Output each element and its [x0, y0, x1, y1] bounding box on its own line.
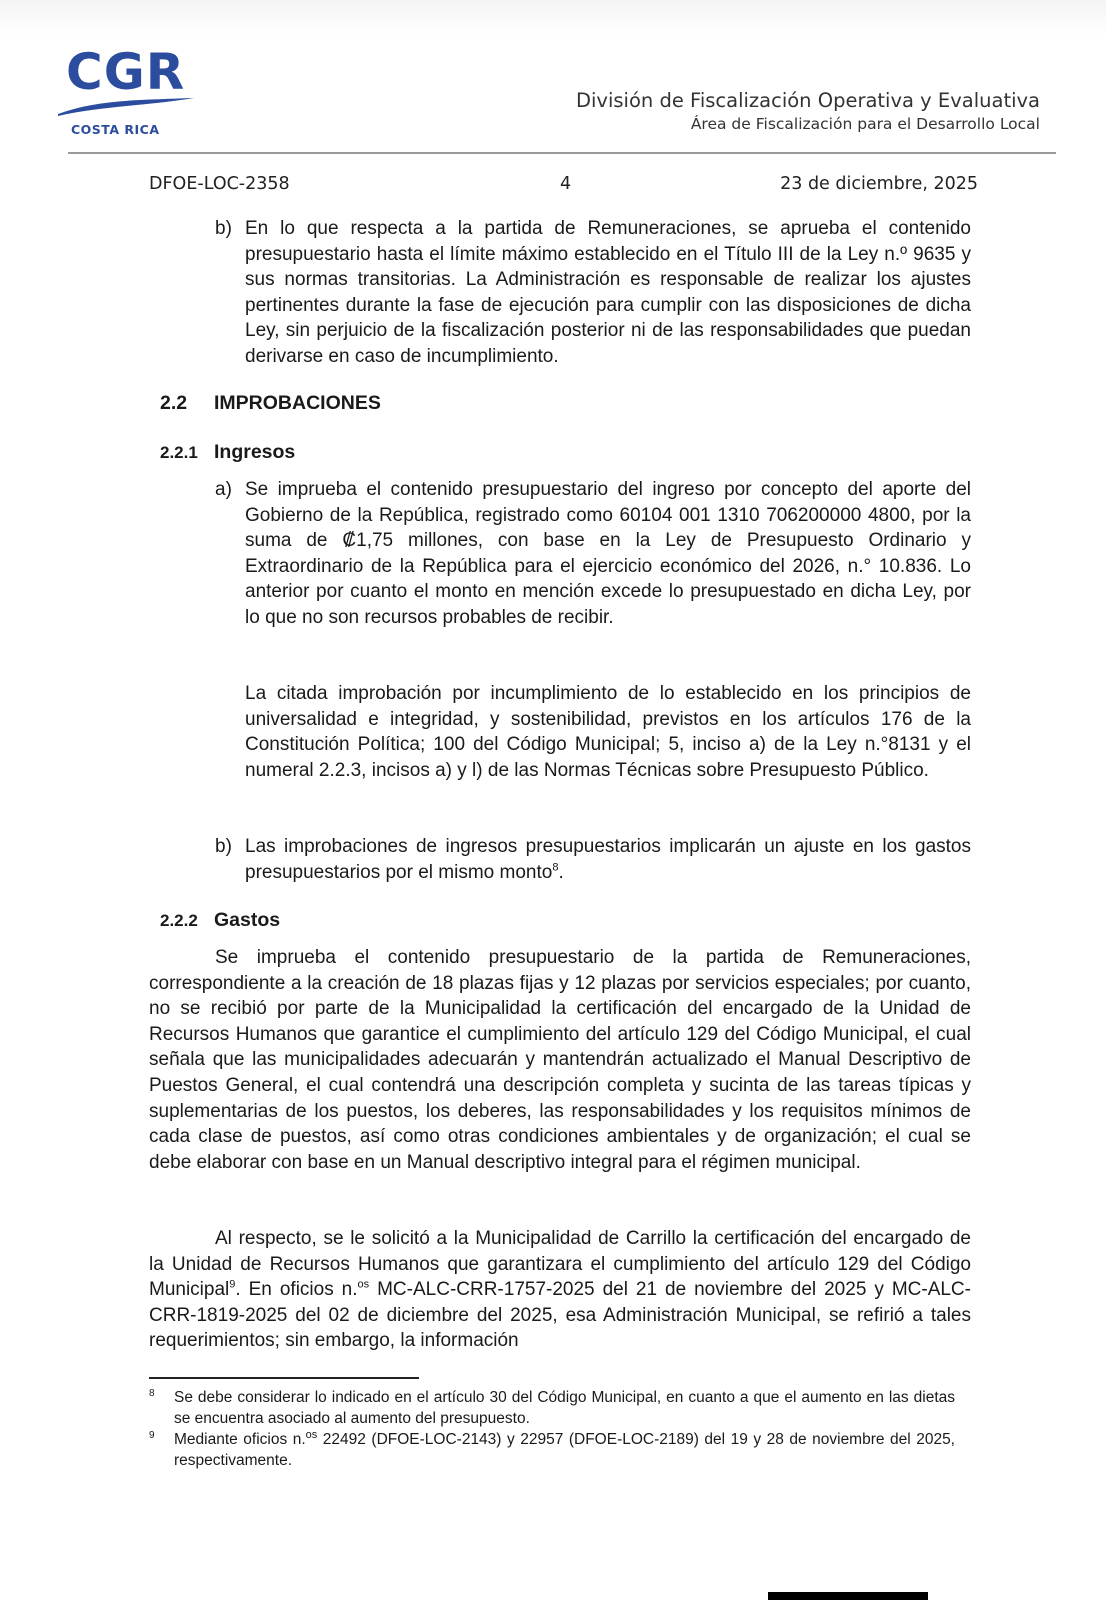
- footnote-9: 9 Mediante oficios n.$^{os}$ 22492 (DFOE-LOC-2143) y 22957 (DFOE-LOC-2189) del 19 y 28 de noviembre del 2025, respectivamente.: [149, 1428, 955, 1469]
- header-divider: [68, 152, 1056, 154]
- document-reference: DFOE-LOC-2358: [149, 174, 290, 194]
- list-item-b-remuneraciones: [215, 216, 971, 370]
- section-heading-2-2: 2.2 IMPROBACIONES: [160, 392, 381, 414]
- wave-icon: [56, 96, 196, 118]
- area-name: Área de Fiscalización para el Desarrollo Local: [690, 115, 1040, 133]
- list-item-a-ingresos: [215, 477, 971, 631]
- paragraph-gastos-2: Al respecto, se le solicitó a la Municipalidad de Carrillo la certificación del encargado de la Unidad de Recursos Humanos que garantizara el cumplimiento del artículo 129 del Código Municipal$^9$. En oficios n.$^{os}$ MC-ALC-CRR-1757-2025 del 21 de noviembre del 2025 y MC-ALC-CRR-1819-2025 del 02 de diciembre del 2025, esa Administración Municipal, se refirió a tales requerimientos; sin embargo, la información: [149, 1228, 971, 1352]
- division-name: División de Fiscalización Operativa y Evaluativa: [576, 89, 1040, 112]
- page-number: 4: [560, 174, 572, 194]
- logo-mark: CGR: [66, 43, 186, 101]
- top-shadow: [0, 0, 1106, 36]
- item-label: b): [215, 836, 232, 857]
- footnote-ref-8[interactable]: 8: [552, 861, 559, 874]
- item-continuation-text: La citada improbación por incumplimiento de lo establecido en los principios de universalidad e integridad, y sostenibilidad, previstos en los artículos 176 de la Constitución Política; 100 del Código Municipal; 5, inciso a) de la Ley n.°8131 y el numeral 2.2.3, incisos a) y l) de las Normas Técnicas sobre Presupuesto Público.: [245, 683, 971, 781]
- item-text: Se imprueba el contenido presupuestario del ingreso por concepto del aporte del Gobierno de la República, registrado como 60104 001 1310 706200000 4800, por la suma de ₡1,75 millones, con base en la Ley de Presupuesto Ordinario y Extraordinario de la República para el ejercicio económico del 2026, n.° 10.836. Lo anterior por cuanto el monto en mención excede lo presupuestado en dicha Ley, por lo que no son recursos probables de recibir.: [245, 479, 971, 628]
- item-label: a): [215, 479, 232, 500]
- section-heading-2-2-1: 2.2.1 Ingresos: [160, 441, 296, 463]
- bottom-black-bar: [768, 1592, 928, 1600]
- item-label: b): [215, 218, 232, 239]
- item-text: Las improbaciones de ingresos presupuestarios implicarán un ajuste en los gastos presupuestarios por el mismo monto$^8$.: [245, 836, 971, 883]
- footnote-8: 8 Se debe considerar lo indicado en el artículo 30 del Código Municipal, en cuanto a que el aumento en las dietas se encuentra asociado al aumento del presupuesto.: [149, 1388, 955, 1427]
- cgr-logo: [56, 44, 201, 139]
- paragraph-gastos-1: Se imprueba el contenido presupuestario de la partida de Remuneraciones, correspondiente a la creación de 18 plazas fijas y 12 plazas por servicios especiales; por cuanto, no se recibió por parte de la Municipalidad la certificación del encargado de la Unidad de Recursos Humanos que garantice el cumplimiento del artículo 129 del Código Municipal, el cual señala que las municipalidades adecuarán y mantendrán actualizado el Manual Descriptivo de Puestos General, el cual contendrá una descripción completa y sucinta de las tareas típicas y suplementarias de los puestos, los deberes, las responsabilidades y los requisitos mínimos de cada clase de puestos, así como otras condiciones ambientales y de organización; el cual se debe elaborar con base en un Manual descriptivo integral para el régimen municipal.: [149, 947, 971, 1173]
- footnote-ref-9[interactable]: 9: [229, 1278, 236, 1291]
- footnote-divider: [149, 1377, 419, 1379]
- item-text: En lo que respecta a la partida de Remuneraciones, se aprueba el contenido presupuestario hasta el límite máximo establecido en el Título III de la Ley n.º 9635 y sus normas transitorias. La Administración es responsable de realizar los ajustes pertinentes durante la fase de ejecución para cumplir con las disposiciones de dicha Ley, sin perjuicio de la fiscalización posterior ni de las responsabilidades que puedan derivarse en caso de incumplimiento.: [245, 218, 971, 367]
- logo-country: COSTA RICA: [71, 122, 160, 137]
- document-date: 23 de diciembre, 2025: [780, 174, 978, 194]
- section-heading-2-2-2: 2.2.2 Gastos: [160, 909, 281, 931]
- list-item-a-continuation: [215, 681, 971, 783]
- list-item-b-ingresos: [215, 834, 971, 885]
